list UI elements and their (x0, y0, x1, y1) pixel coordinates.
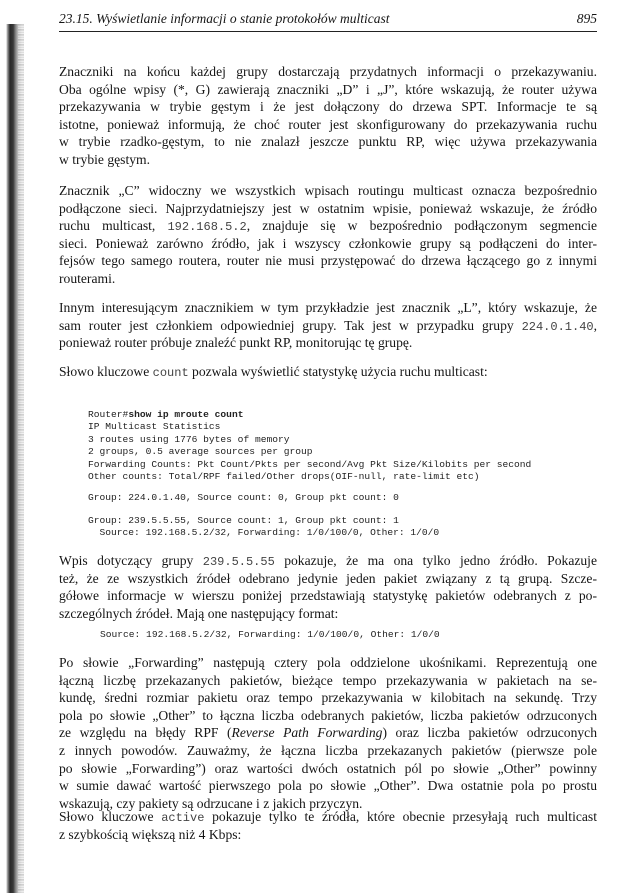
text-run: istotne, ponieważ informują, że choć router jest skonfigurowany do przekazywania ruchu (59, 116, 597, 132)
code-listing (88, 492, 399, 504)
text-run: pola po słowie „Other” to łączna liczba odebranych pakietów, liczba pakietów odrzuconych (59, 707, 597, 723)
paragraph (59, 182, 597, 288)
paragraph (59, 363, 597, 381)
text-line (59, 363, 597, 381)
text-line (59, 252, 597, 270)
text-line (59, 570, 597, 588)
inline-code: 224.0.1.40 (521, 319, 594, 334)
text-run: pozwala wyświetlić statystykę użycia ruchu multicast: (188, 364, 488, 379)
text-line (59, 552, 597, 570)
text-run: w trybie gęstym. (59, 151, 150, 167)
text-line (59, 672, 597, 690)
text-line (59, 235, 597, 253)
text-line (59, 689, 597, 707)
paragraph (59, 63, 597, 169)
command-text: show ip mroute count (128, 409, 244, 420)
text-run: po słowie „Forwarding”) oraz wartości dwóch ostatnich pól po słowie „Other” powinny (59, 760, 597, 776)
output-line: Forwarding Counts: Pkt Count/Pkts per second/Avg Pkt Size/Kilobits per second (88, 458, 532, 470)
inline-code: count (152, 366, 189, 380)
text-line (59, 808, 597, 826)
output-line: 2 groups, 0.5 average sources per group (88, 446, 313, 458)
paragraph (59, 299, 597, 352)
text-run: wskazują, czy pakiety są odrzucane i z jakich przyczyn. (59, 795, 363, 811)
text-line (59, 605, 597, 623)
text-run: ) oraz liczba pakietów odrzuconych (382, 725, 598, 741)
page-number: 895 (576, 11, 597, 26)
inline-code: 192.168.5.2 (167, 220, 247, 235)
text-run: też, że ze wszystkich źródeł odebrano jedynie jeden pakiet związany z tą grupą. Szcze- (59, 570, 597, 586)
text-run: w trybie rzadko-gęstym, to nie znalazł jeszcze punktu RP, więc używa przekazywania (59, 134, 597, 150)
text-run: ze względu na błędy RPF ( (59, 725, 232, 741)
scan-edge-noise (18, 24, 24, 893)
paragraph (59, 654, 597, 812)
text-run: sam router jest członkiem odpowiedniej grupy. Tak jest w przypadku grupy (59, 317, 522, 333)
text-run: fejsów tego samego routera, router nie musi przystępować do drzewa łączącego go z innymi (59, 253, 597, 269)
router-prompt: Router# (88, 409, 129, 420)
text-line (59, 270, 597, 288)
text-run: Wpis dotyczący grupy (59, 553, 203, 568)
inline-code: 239.5.5.55 (202, 555, 275, 569)
emphasized-term: Reverse Path Forwarding (231, 725, 383, 741)
text-run: z innych powodów. Zauważmy, że łączna liczba przekazanych pakietów (pierwsze pole (59, 742, 597, 758)
text-run: ponieważ router próbuje znaleźć punkt RP, monitorując tę grupę. (59, 335, 413, 351)
output-line: IP Multicast Statistics (88, 421, 221, 433)
text-line (59, 317, 597, 335)
text-line (59, 760, 597, 778)
text-line (59, 200, 597, 218)
text-line (59, 826, 597, 844)
text-run: przekazywania w trybie gęstym i że jest dołączony do drzewa SPT. Informacje te są (59, 99, 597, 115)
text-line (59, 63, 597, 81)
text-run: , (593, 317, 597, 333)
text-run: pokazuje tylko te źródła, które obecnie przesyłają ruch multicast (204, 809, 597, 824)
text-run: sieci. Ponieważ zarówno źródło, jak i wszyscy członkowie grupy są podłączeni do inter- (59, 235, 597, 251)
text-run: szczególnych źródeł. Mają one następujący format: (59, 605, 339, 621)
text-line (59, 182, 597, 200)
text-line (59, 133, 597, 151)
text-run: routerami. (59, 270, 116, 286)
text-line (59, 151, 597, 169)
text-line (59, 654, 597, 672)
text-run: Oba ogólne wpisy (*, G) zawierają znaczniki „D” i „J”, które wskazują, że router używa (59, 81, 597, 97)
text-line (59, 299, 597, 317)
text-run: z szybkością większą niż 4 Kbps: (59, 826, 242, 842)
text-run: Słowo kluczowe (59, 364, 153, 379)
paragraph (59, 552, 597, 622)
text-line (59, 98, 597, 116)
text-line (59, 742, 597, 760)
paragraph (59, 808, 597, 843)
text-run: Po słowie „Forwarding” następują cztery pola oddzielone ukośnikami. Reprezentują one (59, 655, 597, 670)
text-line (59, 587, 597, 605)
text-run: pokazuje, że ma ona tylko jedno źródło. Pokazuje (274, 553, 597, 568)
text-run: gółowe informacje w wierszu poniżej przedstawiają statystykę pakietów odebranych z po- (59, 588, 597, 604)
output-line: Group: 224.0.1.40, Source count: 0, Group pkt count: 0 (88, 492, 399, 503)
text-line (59, 724, 597, 742)
chapter-section-title: 23.15. Wyświetlanie informacji o stanie protokołów multicast (59, 11, 390, 26)
code-listing (88, 409, 531, 483)
text-run: łączną liczbę przekazanych pakietów, bieżące tempo przekazywania w pakietach na se- (59, 672, 597, 688)
code-listing (88, 515, 439, 540)
text-run: Znacznik „C” widoczny we wszystkich wpisach routingu multicast oznacza bezpośrednio (59, 183, 597, 198)
inline-code: active (161, 811, 205, 825)
text-run: kundę, średni rozmiar pakietu oraz tempo przekazywania w kilobitach na sekundę. Trzy (59, 690, 597, 706)
text-run: ruchu multicast, (59, 218, 168, 234)
text-line (59, 777, 597, 795)
output-line: Group: 239.5.5.55, Source count: 1, Group pkt count: 1 (88, 515, 399, 526)
text-line (59, 217, 597, 235)
running-header (59, 9, 597, 32)
code-listing (100, 629, 440, 641)
output-line: 3 routes using 1776 bytes of memory (88, 433, 290, 445)
output-line: Other counts: Total/RPF failed/Other drops(OIF-null, rate-limit etc) (88, 470, 480, 482)
output-line: Source: 192.168.5.2/32, Forwarding: 1/0/100/0, Other: 1/0/0 (88, 527, 440, 539)
text-line (59, 116, 597, 134)
text-line (59, 707, 597, 725)
text-run: podłączone sieci. Najprzydatniejszy jest w ostatnim wpisie, ponieważ wskazuje, że źródło (59, 200, 597, 216)
text-run: Słowo kluczowe (59, 809, 162, 824)
text-run: w sumie dawać wartość pierwszego pola po słowie „Other”. Dwa ostatnie pola po prostu (59, 778, 597, 794)
text-run: , znajduje się w bezpośrednio podłączonym segmencie (246, 218, 598, 234)
text-run: Innym interesującym znacznikiem w tym przykładzie jest znacznik „L”, który wskazuje, że (59, 300, 597, 315)
text-line (59, 334, 597, 352)
command-line (88, 409, 531, 421)
output-line: Source: 192.168.5.2/32, Forwarding: 1/0/100/0, Other: 1/0/0 (100, 629, 440, 640)
text-line (59, 81, 597, 99)
text-run: Znaczniki na końcu każdej grupy dostarczają przydatnych informacji o przekazywaniu. (59, 64, 597, 79)
